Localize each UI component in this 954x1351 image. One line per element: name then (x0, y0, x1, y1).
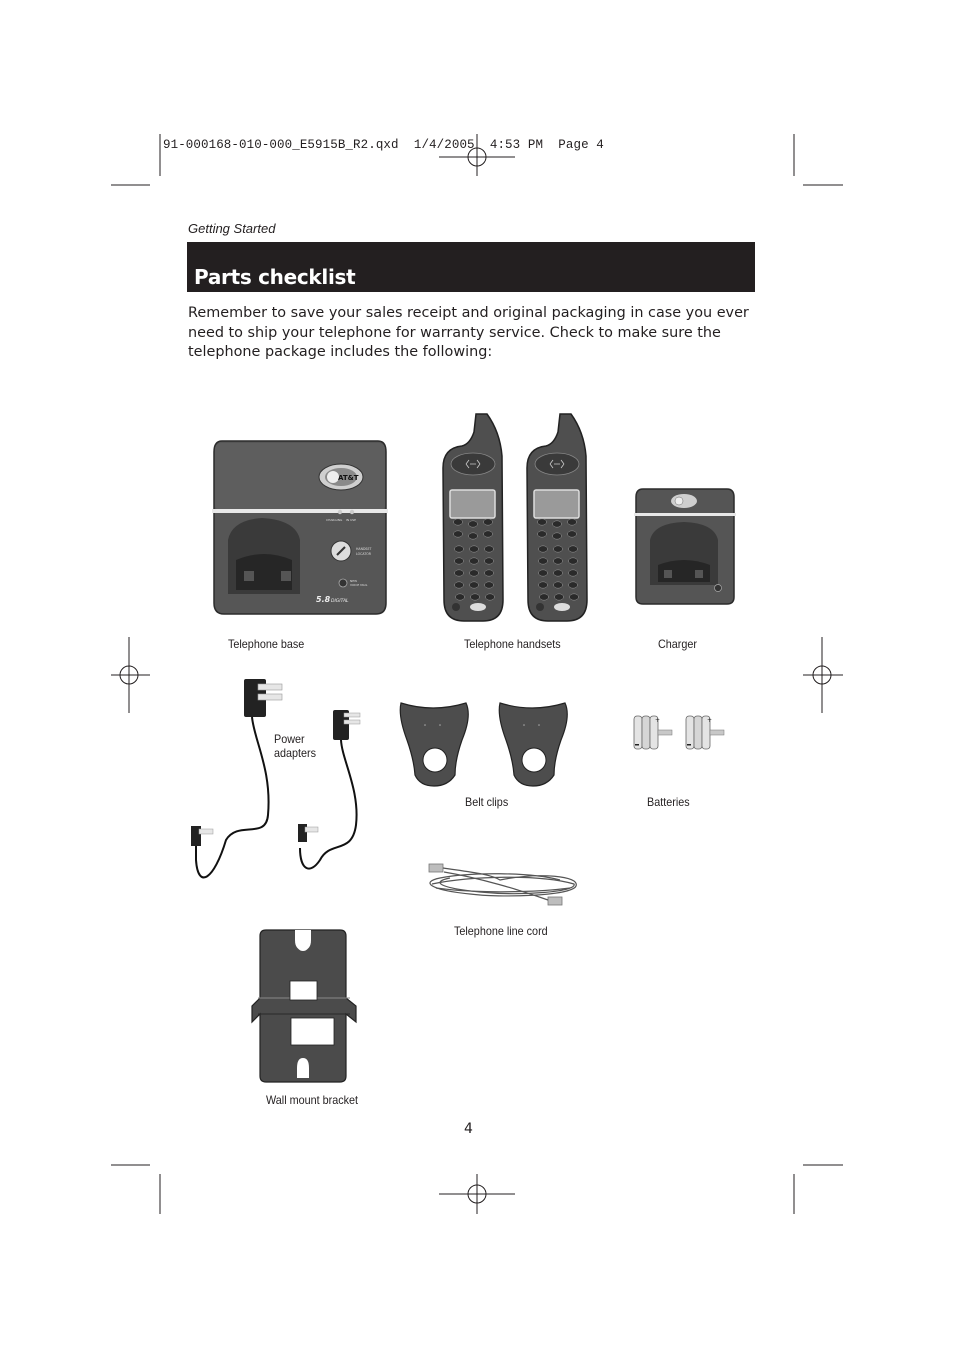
charging-label: CHARGING (326, 518, 343, 522)
telephone-base-illustration (212, 441, 388, 614)
label-wall-mount: Wall mount bracket (266, 1093, 359, 1107)
voice-mail-label: VOICE MAIL (350, 583, 368, 587)
registration-mark-bottom (439, 1174, 515, 1214)
section-title: Getting Started (188, 221, 276, 236)
new-label: NEW (350, 579, 358, 583)
telephone-handset-right (527, 414, 587, 621)
registration-mark-left (111, 637, 150, 713)
label-belt-clips: Belt clips (465, 795, 509, 809)
page-number: 4 (464, 1121, 473, 1137)
label-charger: Charger (658, 637, 698, 651)
battery-plus-left: + (655, 717, 661, 724)
telephone-line-cord (429, 864, 576, 905)
locator-label: LOCATOR (356, 552, 371, 556)
label-power-adapters-line2: adapters (274, 746, 317, 760)
intro-paragraph: Remember to save your sales receipt and original packaging in case you ever need to ship your telephone for warranty service. Check to make sure the telephone package includes the following: (188, 305, 749, 361)
wall-mount-bracket (252, 930, 356, 1082)
telephone-handset-left (443, 414, 503, 621)
crop-marks (111, 134, 843, 1214)
belt-clip-right (499, 703, 567, 786)
battery-pack-right (686, 716, 724, 749)
label-telephone-handsets: Telephone handsets (464, 637, 561, 651)
battery-pack-left (634, 716, 672, 749)
label-telephone-base: Telephone base (228, 637, 305, 651)
base-digital: DIGITAL (331, 599, 349, 604)
label-line-cord: Telephone line cord (454, 924, 548, 938)
battery-plus-right: + (707, 717, 713, 724)
label-power-adapters-line1: Power (274, 732, 305, 746)
base-logo: AT&T (338, 474, 359, 482)
label-batteries: Batteries (647, 795, 690, 809)
charger-illustration (634, 489, 736, 604)
registration-mark-top (439, 134, 515, 176)
page-title: Parts checklist (194, 265, 356, 289)
slug-line: 91-000168-010-000_E5915B_R2.qxd 1/4/2005 4:53 PM Page 4 (163, 138, 604, 152)
power-adapter-small (298, 710, 360, 869)
power-adapter-large (191, 679, 282, 877)
registration-mark-right (803, 637, 843, 713)
belt-clip-left (400, 703, 468, 786)
base-model: 5.8 (316, 595, 331, 604)
in-use-label: IN USE (346, 518, 357, 522)
handset-label: HANDSET (356, 547, 372, 551)
